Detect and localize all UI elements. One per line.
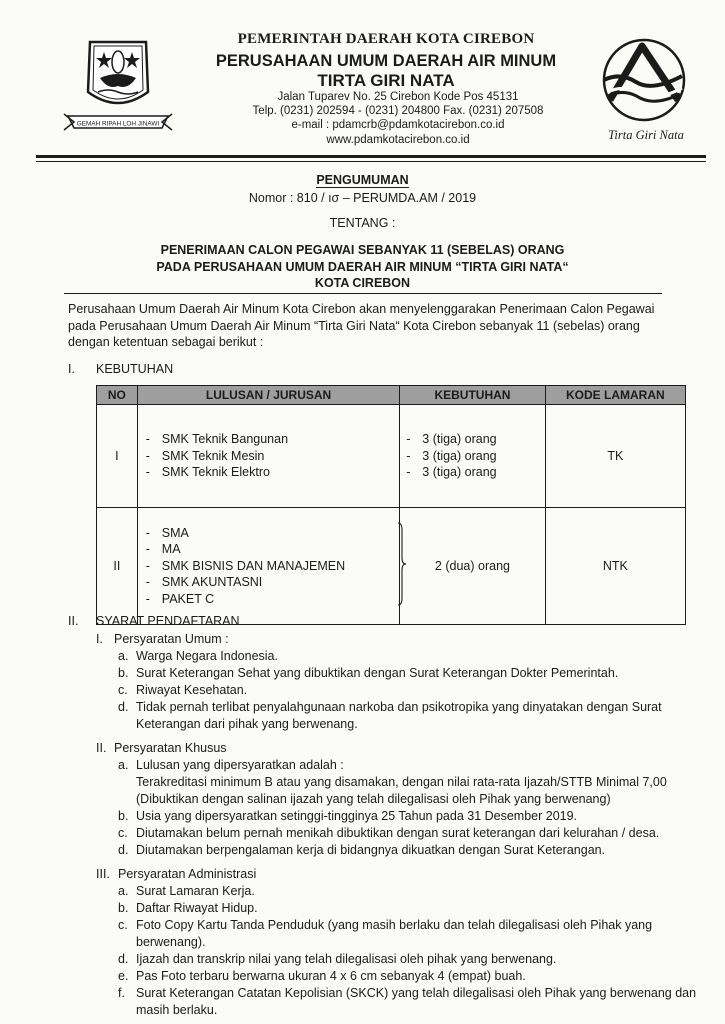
list-item: - 3 (tiga) orang: [406, 464, 544, 481]
table-header-major: LULUSAN / JURUSAN: [137, 386, 399, 405]
list-item: f. Surat Keterangan Catatan Kepolisian (SKCK) yang telah dilegalisasi oleh Pihak yang berwenang dan: [118, 986, 697, 1000]
list-item: - SMK BISNIS DAN MANAJEMEN: [146, 558, 399, 575]
general-requirements: [96, 631, 662, 733]
subsection-title: Persyaratan Khusus: [114, 741, 227, 755]
list-item: d. Ijazah dan transkrip nilai yang telah dilegalisasi oleh pihak yang berwenang.: [118, 952, 557, 966]
requirements-table: [96, 385, 686, 625]
row-majors: [137, 508, 399, 625]
list-item: - SMA: [146, 525, 399, 542]
list-item: a. Lulusan yang dipersyaratkan adalah :: [118, 758, 344, 772]
table-header-no: NO: [97, 386, 138, 405]
list-item: - SMK AKUNTASNI: [146, 574, 399, 591]
letterhead-email: e-mail : pdamcrb@pdamkotacirebon.co.id: [291, 119, 505, 131]
announcement-heading-3: KOTA CIREBON: [314, 276, 411, 290]
table-row: [97, 405, 686, 508]
row-majors: [137, 405, 399, 508]
emblem-motto-text: GEMAH RIPAH LOH JINAWI: [76, 120, 160, 128]
list-item: c. Diutamakan belum pernah menikah dibuktikan dengan surat keterangan dari kelurahan / desa.: [118, 826, 660, 840]
list-item: b. Surat Keterangan Sehat yang dibuktikan dengan Surat Keterangan Dokter Pemerintah.: [118, 666, 619, 680]
letterhead-website: www.pdamkotacirebon.co.id: [326, 134, 470, 146]
row-need-value: 2 (dua) orang: [434, 559, 510, 573]
list-item-continuation: Keterangan dari pihak yang berwenang.: [136, 717, 358, 731]
row-needs: [400, 405, 545, 508]
row-code: TK: [545, 405, 685, 508]
list-item-continuation: masih berlaku.: [136, 1003, 218, 1017]
table-header-need: KEBUTUHAN: [400, 386, 545, 405]
announcement-heading-1: PENERIMAAN CALON PEGAWAI SEBANYAK 11 (SEBELAS) ORANG: [160, 243, 565, 257]
letterhead-company: PERUSAHAAN UMUM DAERAH AIR MINUM: [215, 51, 557, 70]
list-item: b. Daftar Riwayat Hidup.: [118, 901, 258, 915]
row-number: II: [97, 508, 138, 625]
row-code: NTK: [545, 508, 685, 625]
row-number: I: [97, 405, 138, 508]
letterhead-rule-thick: [36, 155, 706, 158]
admin-requirements: [96, 866, 696, 1019]
list-item: d. Tidak pernah terlibat penyalahgunaan narkoba dan psikotropika yang dinyatakan dengan Surat: [118, 700, 662, 714]
list-item: - SMK Teknik Elektro: [146, 464, 399, 481]
list-item: b. Usia yang dipersyaratkan setinggi-tingginya 25 Tahun pada 31 Desember 2019.: [118, 809, 578, 823]
cirebon-city-emblem: [60, 34, 176, 134]
list-item: - SMK Teknik Bangunan: [146, 431, 399, 448]
logo-caption-text: Tirta Giri Nata: [608, 128, 684, 142]
table-header-row: [97, 386, 686, 405]
letterhead-rule-thin: [36, 161, 706, 162]
list-item: - PAKET C: [146, 591, 399, 608]
list-item: c. Foto Copy Kartu Tanda Penduduk (yang masih berlaku dan telah dilegalisasi oleh Pihak yang: [118, 918, 653, 932]
list-item: - MA: [146, 541, 399, 558]
heading-underline: [64, 293, 662, 294]
list-item: a. Surat Lamaran Kerja.: [118, 884, 255, 898]
subsection-title: Persyaratan Umum :: [114, 632, 229, 646]
announcement-about: TENTANG :: [329, 216, 396, 230]
list-item: c. Riwayat Kesehatan.: [118, 683, 248, 697]
tirta-giri-nata-logo: [590, 36, 705, 148]
section-2-number: II.: [68, 614, 79, 628]
table-header-code: KODE LAMARAN: [545, 386, 685, 405]
letterhead-phone: Telp. (0231) 202594 - (0231) 204800 Fax. (0231) 207508: [252, 105, 544, 117]
section-1-number: I.: [68, 362, 75, 376]
table-row: [97, 508, 686, 625]
list-item: - 3 (tiga) orang: [406, 431, 544, 448]
letterhead-government: PEMERINTAH DAERAH KOTA CIREBON: [237, 31, 535, 47]
section-1-title: KEBUTUHAN: [96, 362, 174, 376]
announcement-title: PENGUMUMAN: [316, 173, 409, 187]
announcement-number: Nomor : 810 / ıσ – PERUMDA.AM / 2019: [248, 191, 477, 205]
list-item: d. Diutamakan berpengalaman kerja di bidangnya dikuatkan dengan Surat Keterangan.: [118, 843, 606, 857]
list-item: - 3 (tiga) orang: [406, 448, 544, 465]
special-requirements: [96, 740, 667, 859]
letterhead-address: Jalan Tuparev No. 25 Cirebon Kode Pos 45131: [277, 91, 519, 103]
list-item-continuation: (Dibuktikan dengan salinan ijazah yang telah dilegalisasi oleh Pihak yang berwenang): [136, 792, 611, 806]
announcement-heading-2: PADA PERUSAHAAN UMUM DAERAH AIR MINUM “TIRTA GIRI NATA“: [156, 260, 569, 274]
subsection-number: I.: [96, 632, 103, 646]
curly-brace-icon: [397, 522, 407, 606]
list-item-continuation: Terakreditasi minimum B atau yang disamakan, dengan nilai rata-rata Ijazah/STTB Minimal 7,00: [136, 775, 667, 789]
list-item: e. Pas Foto terbaru berwarna ukuran 4 x 6 cm sebanyak 4 (empat) buah.: [118, 969, 526, 983]
letterhead-company-name: TIRTA GIRI NATA: [317, 71, 455, 90]
subsection-number: III.: [96, 867, 110, 881]
row-needs: [400, 508, 545, 625]
subsection-title: Persyaratan Administrasi: [118, 867, 257, 881]
intro-paragraph: Perusahaan Umum Daerah Air Minum Kota Cirebon akan menyelenggarakan Penerimaan Calon Pegawai pada Perusahaan Umum Daerah Air Minum “Tirta Giri Nata“ Kota Cirebon sebanyak 11 (sebelas) orang dengan ketentuan sebagai berikut :: [68, 302, 655, 349]
list-item: - SMK Teknik Mesin: [146, 448, 399, 465]
subsection-number: II.: [96, 741, 107, 755]
section-2-title: SYARAT PENDAFTARAN: [96, 614, 240, 628]
list-item: a. Warga Negara Indonesia.: [118, 649, 278, 663]
list-item-continuation: berwenang).: [136, 935, 206, 949]
